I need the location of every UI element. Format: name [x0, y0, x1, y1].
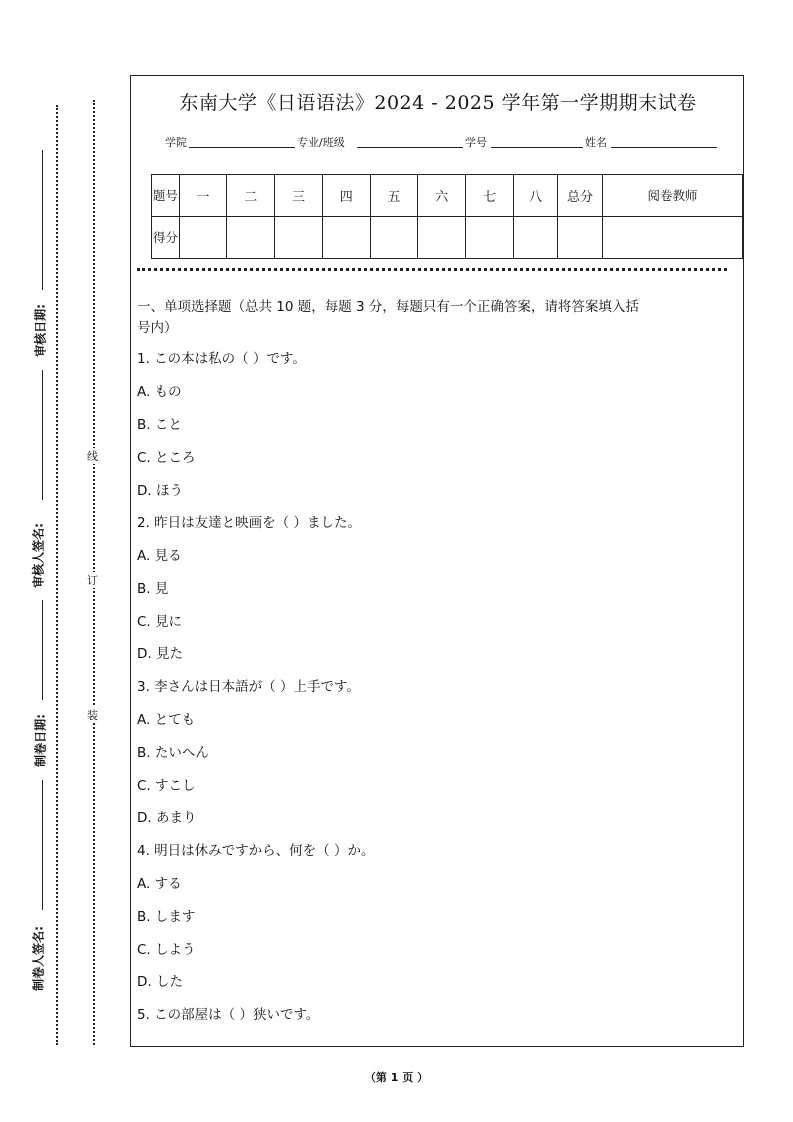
- question-3-option-a[interactable]: A. とても: [137, 712, 196, 728]
- question-3-stem: 3. 李さんは日本語が（ ）上手です。: [137, 679, 360, 695]
- reviewer-sign-underline: [42, 370, 43, 500]
- question-3-option-d[interactable]: D. あまり: [137, 810, 197, 826]
- question-2-option-d[interactable]: D. 見た: [137, 646, 183, 662]
- maker-sign-label: 制卷人签名:: [31, 926, 46, 991]
- college-label: 学院: [165, 136, 187, 149]
- question-1-option-a[interactable]: A. もの: [137, 384, 182, 400]
- question-2-option-b[interactable]: B. 見: [137, 581, 169, 597]
- cell-col-6: 六: [418, 175, 466, 217]
- question-4-stem: 4. 明日は休みですから、何を（ ）か。: [137, 843, 375, 859]
- name-label: 姓名: [585, 136, 607, 149]
- student-id-label: 学号: [465, 136, 487, 149]
- question-4-option-c[interactable]: C. しよう: [137, 942, 196, 958]
- score-input-1[interactable]: [179, 217, 227, 259]
- exam-frame: [130, 75, 744, 1047]
- cell-col-1: 一: [179, 175, 227, 217]
- college-field[interactable]: [189, 147, 295, 148]
- maker-date-underline: [42, 600, 43, 700]
- section1-heading-line2: 号内）: [137, 320, 178, 336]
- reviewer-sign-label: 审核人签名:: [31, 523, 46, 588]
- cell-col-3: 三: [275, 175, 323, 217]
- binding-fold-char: 装: [87, 709, 98, 722]
- name-field[interactable]: [611, 147, 717, 148]
- score-input-2[interactable]: [227, 217, 275, 259]
- reviewer-input[interactable]: [603, 217, 743, 259]
- exam-title: 东南大学《日语语法》2024 - 2025 学年第一学期期末试卷: [179, 92, 697, 114]
- question-1-stem: 1. この本は私の（ ）です。: [137, 351, 306, 367]
- score-input-3[interactable]: [275, 217, 323, 259]
- score-table-header-row: [152, 175, 743, 217]
- question-1-option-d[interactable]: D. ほう: [137, 483, 183, 499]
- score-input-5[interactable]: [370, 217, 418, 259]
- cell-reviewer-header: 阅卷教师: [603, 175, 743, 217]
- question-1-option-c[interactable]: C. ところ: [137, 450, 196, 466]
- score-table-score-row: [152, 217, 743, 259]
- maker-sign-underline: [42, 780, 43, 910]
- review-date-underline: [42, 150, 43, 290]
- cell-score-header: 得分: [152, 217, 180, 259]
- question-2-option-c[interactable]: C. 見に: [137, 614, 183, 630]
- review-date-label: 审核日期:: [33, 304, 48, 357]
- question-3-option-c[interactable]: C. すこし: [137, 778, 196, 794]
- question-4-option-b[interactable]: B. します: [137, 909, 196, 925]
- cell-col-5: 五: [370, 175, 418, 217]
- score-table: [151, 174, 743, 259]
- section1-heading-line1: 一、单项选择题（总共 10 题，每题 3 分，每题只有一个正确答案，请将答案填入括: [137, 299, 639, 315]
- page-footer: （第 1 页 ）: [364, 1071, 429, 1084]
- question-4-option-a[interactable]: A. する: [137, 876, 182, 892]
- score-input-7[interactable]: [466, 217, 514, 259]
- cell-col-4: 四: [322, 175, 370, 217]
- student-id-field[interactable]: [491, 147, 583, 148]
- cell-question-number-header: 题号: [152, 175, 180, 217]
- cell-col-8: 八: [513, 175, 557, 217]
- cell-col-7: 七: [466, 175, 514, 217]
- question-5-stem: 5. この部屋は（ ）狭いです。: [137, 1007, 320, 1023]
- major-label: 专业/班级: [297, 136, 345, 149]
- cell-total: 总分: [558, 175, 603, 217]
- question-1-option-b[interactable]: B. こと: [137, 417, 182, 433]
- score-input-4[interactable]: [322, 217, 370, 259]
- score-input-6[interactable]: [418, 217, 466, 259]
- question-4-option-d[interactable]: D. した: [137, 974, 183, 990]
- question-2-stem: 2. 昨日は友達と映画を（ ）ました。: [137, 515, 361, 531]
- binding-dotted-line-outer: [56, 105, 58, 1045]
- section-divider: [137, 268, 727, 271]
- cell-col-2: 二: [227, 175, 275, 217]
- binding-line-char: 线: [87, 450, 98, 463]
- maker-date-label: 制卷日期:: [33, 714, 48, 767]
- question-3-option-b[interactable]: B. たいへん: [137, 745, 209, 761]
- major-field[interactable]: [357, 147, 463, 148]
- score-input-8[interactable]: [513, 217, 557, 259]
- question-2-option-a[interactable]: A. 見る: [137, 548, 182, 564]
- binding-bind-char: 订: [87, 574, 98, 587]
- score-input-total[interactable]: [558, 217, 603, 259]
